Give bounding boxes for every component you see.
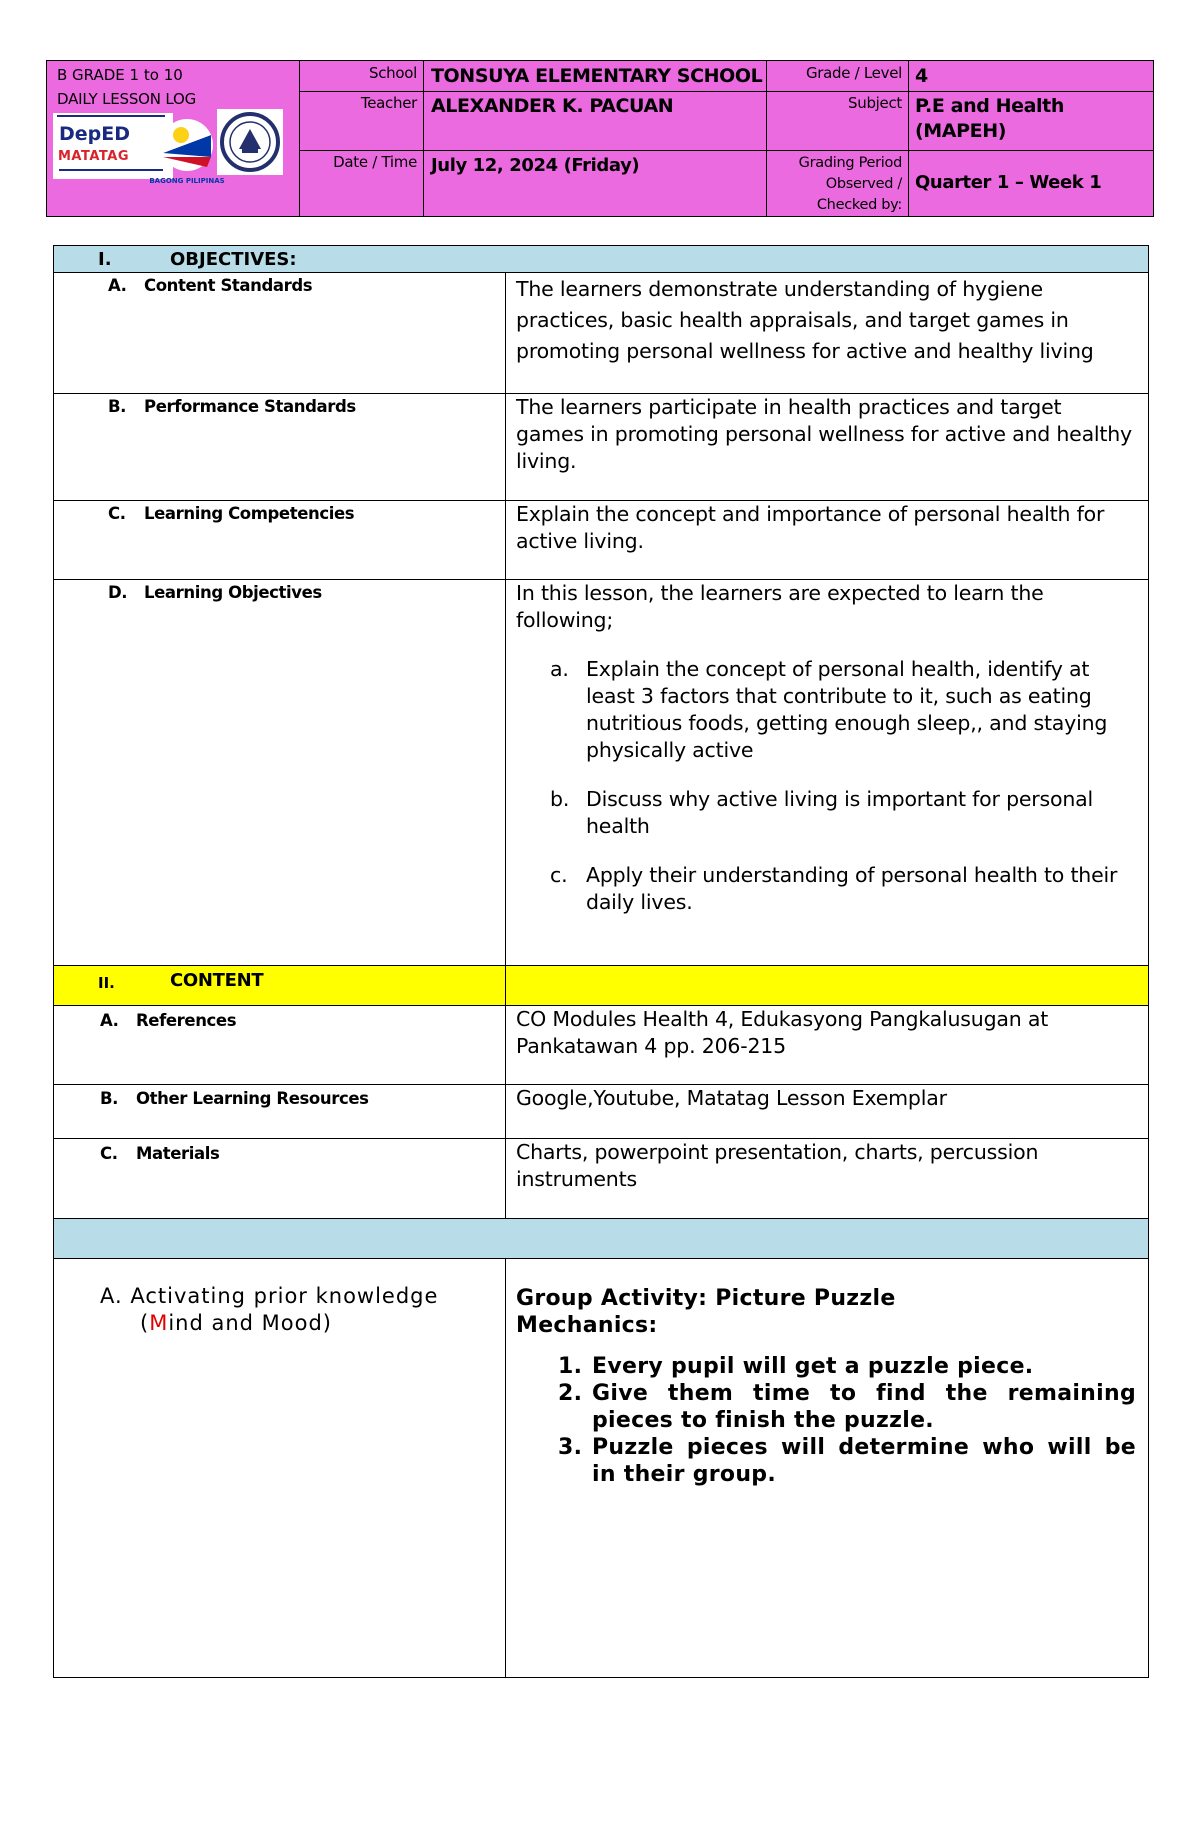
references-label: A. References: [100, 1011, 237, 1030]
school-value: TONSUYA ELEMENTARY SCHOOL: [431, 65, 763, 87]
list-item: c. Apply their understanding of personal health to their daily lives.: [550, 863, 1118, 914]
content-title: CONTENT: [170, 970, 264, 991]
deped-matatag-logo: DepED MATATAG: [53, 113, 173, 179]
group-activity-mechanics: Mechanics:: [516, 1313, 658, 1338]
deped-seal-icon: [217, 109, 283, 175]
bagong-pilipinas-logo: BAGONG PILIPINAS: [147, 113, 227, 189]
objectives-section-header: [53, 245, 1149, 273]
lesson-log-header: [46, 60, 1154, 217]
learning-objectives-row: [53, 580, 1149, 966]
subject-value-line1: P.E and Health: [915, 95, 1064, 117]
dll-title-line2: DAILY LESSON LOG: [57, 90, 196, 108]
content-standards-label: A. Content Standards: [108, 276, 313, 295]
grade-level-value: 4: [915, 65, 928, 87]
learning-competencies-label: C. Learning Competencies: [108, 504, 355, 523]
objectives-numeral: I.: [98, 249, 112, 270]
procedure-section-band: [53, 1219, 1149, 1259]
other-resources-text: Google,Youtube, Matatag Lesson Exemplar: [516, 1086, 947, 1110]
learning-competencies-text: Explain the concept and importance of personal health for active living.: [516, 502, 1105, 553]
teacher-value: ALEXANDER K. PACUAN: [431, 95, 674, 117]
list-item: 1. Every pupil will get a puzzle piece.: [558, 1354, 1034, 1379]
content-standards-row: [53, 273, 1149, 394]
grading-period-value: Quarter 1 – Week 1: [915, 172, 1102, 193]
performance-standards-text: The learners participate in health practices and target games in promoting personal wellness for active and healthy living.: [516, 395, 1132, 473]
content-section-header: [53, 966, 1149, 1006]
subject-label: Subject: [848, 94, 902, 112]
materials-label: C. Materials: [100, 1144, 220, 1163]
group-activity: [516, 1285, 1136, 1488]
performance-standards-row: [53, 394, 1149, 501]
learning-competencies-row: [53, 501, 1149, 580]
activating-prior-knowledge-row: [53, 1259, 1149, 1678]
objectives-title: OBJECTIVES:: [170, 249, 297, 270]
lesson-plan-table: [53, 245, 1149, 1678]
content-numeral: II.: [98, 974, 115, 992]
list-item: 2. Give them time to find the remaining pieces to finish the puzzle.: [558, 1381, 1136, 1433]
teacher-label: Teacher: [360, 94, 417, 112]
other-resources-label: B. Other Learning Resources: [100, 1089, 369, 1108]
school-label: School: [369, 64, 417, 82]
date-time-value: July 12, 2024 (Friday): [431, 155, 640, 176]
other-resources-row: [53, 1085, 1149, 1139]
subject-value-line2: (MAPEH): [915, 120, 1006, 142]
performance-standards-label: B. Performance Standards: [108, 397, 356, 416]
mechanics-list: [516, 1353, 1136, 1488]
group-activity-title: Group Activity: Picture Puzzle: [516, 1286, 896, 1311]
dll-title-line1: B GRADE 1 to 10: [57, 66, 183, 84]
list-item: b. Discuss why active living is important for personal health: [550, 787, 1093, 838]
materials-text: Charts, powerpoint presentation, charts, percussion instruments: [516, 1140, 1039, 1191]
references-text: CO Modules Health 4, Edukasyong Pangkalusugan at Pankatawan 4 pp. 206-215: [516, 1007, 1049, 1058]
grading-period-label: Grading Period Observed / Checked by:: [798, 155, 902, 213]
learning-objectives-label: D. Learning Objectives: [108, 583, 322, 602]
learning-objectives-intro: In this lesson, the learners are expected to learn the following;: [516, 581, 1044, 632]
grade-level-label: Grade / Level: [805, 64, 902, 82]
date-time-label: Date / Time: [333, 153, 417, 171]
learning-objectives-text: [516, 580, 1134, 916]
content-standards-text: The learners demonstrate understanding of hygiene practices, basic health appraisals, and target games in promoting personal wellness for active and healthy living: [516, 277, 1094, 363]
activating-prior-knowledge-label: A. Activating prior knowledge (Mind and Mood): [100, 1284, 439, 1335]
list-item: a. Explain the concept of personal health, identify at least 3 factors that contribute to it, such as eating nutritious foods, getting enough sleep,, and staying physically active: [550, 657, 1108, 762]
learning-objectives-list: [516, 656, 1134, 916]
references-row: [53, 1006, 1149, 1085]
materials-row: [53, 1139, 1149, 1219]
list-item: 3. Puzzle pieces will determine who will be in their group.: [558, 1435, 1136, 1487]
